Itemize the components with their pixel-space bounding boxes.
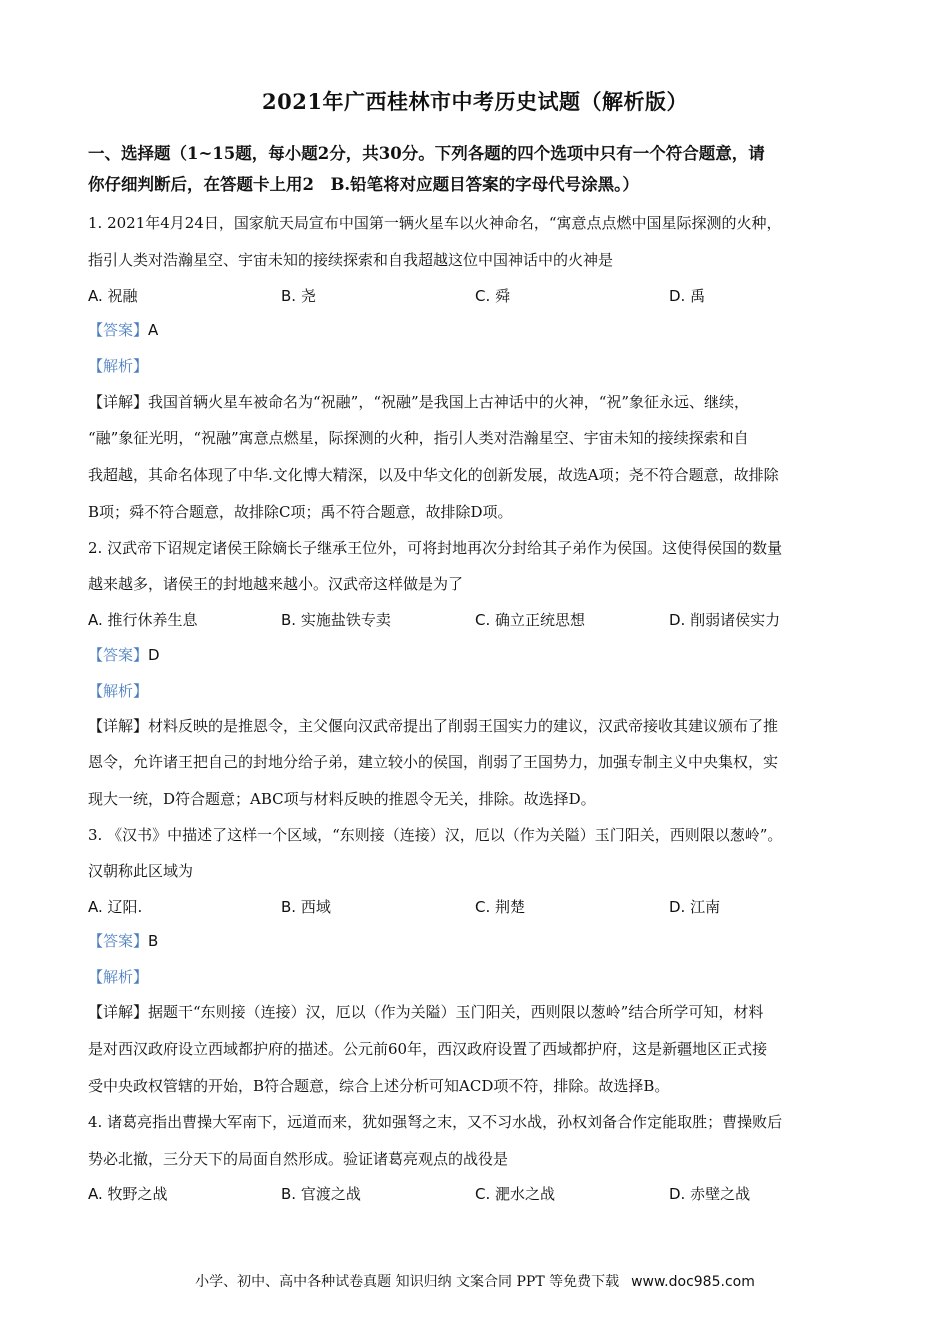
- option-label: D.: [669, 1185, 686, 1203]
- option-d: [669, 896, 720, 917]
- question-4-options: [88, 1183, 878, 1205]
- question-1-detail-line-4: B项；舜不符合题意，故排除C项；禹不符合题意，故排除D项。: [88, 503, 513, 521]
- option-label: D.: [669, 287, 686, 305]
- question-1-answer: [88, 320, 878, 340]
- question-3-detail-line-1: [88, 1002, 878, 1022]
- option-text: 辽阳.: [107, 898, 143, 916]
- question-3-analysis: [88, 967, 878, 987]
- option-c: [475, 1183, 555, 1204]
- option-b: [281, 1183, 361, 1204]
- question-2-answer: [88, 645, 878, 665]
- option-label: D.: [669, 611, 686, 629]
- section-heading-line-2: 你仔细判断后，在答题卡上用2 B.铅笔将对应题目答案的字母代号涂黑。）: [88, 175, 639, 194]
- option-b: [281, 896, 331, 917]
- option-a: [88, 285, 138, 306]
- answer-tag: 【答案】: [88, 932, 149, 950]
- question-3-options: [88, 896, 878, 918]
- option-label: B.: [281, 611, 297, 629]
- detail-tag: 【详解】: [88, 717, 149, 735]
- question-1-detail-line-3: 我超越，其命名体现了中华.文化博大精深，以及中华文化的创新发展，故选A项；尧不符合题意，故排除: [88, 466, 779, 484]
- option-label: B.: [281, 898, 297, 916]
- option-label: D.: [669, 898, 686, 916]
- option-b: [281, 285, 316, 306]
- question-1-stem-line-2: 指引人类对浩瀚星空、宇宙未知的接续探索和自我超越这位中国神话中的火神是: [88, 251, 614, 269]
- question-1-stem-line-1: 1. 2021年4月24日，国家航天局宣布中国第一辆火星车以火神命名，“寓意点点燃中国星际探测的火种，: [88, 214, 782, 232]
- option-label: C.: [475, 611, 491, 629]
- detail-tag: 【详解】: [88, 393, 149, 411]
- analysis-tag: 【解析】: [88, 968, 149, 986]
- option-c: [475, 896, 525, 917]
- option-text: 禹: [690, 287, 706, 305]
- answer-tag: 【答案】: [88, 321, 149, 339]
- analysis-tag: 【解析】: [88, 357, 149, 375]
- question-2-detail-line-3: 现大一统，D符合题意；ABC项与材料反映的推恩令无关，排除。故选择D。: [88, 790, 596, 808]
- question-2-options: [88, 609, 878, 631]
- option-text: 荆楚: [495, 898, 526, 916]
- question-1-analysis: [88, 356, 878, 376]
- option-text: 实施盐铁专卖: [300, 611, 391, 629]
- option-text: 削弱诸侯实力: [690, 611, 781, 629]
- option-text: 舜: [495, 287, 511, 305]
- question-2-analysis: [88, 681, 878, 701]
- question-4-stem-line-2: 势必北撤，三分天下的局面自然形成。验证诸葛亮观点的战役是: [88, 1150, 509, 1168]
- option-label: C.: [475, 898, 491, 916]
- question-3-stem-line-2: 汉朝称此区域为: [88, 862, 194, 880]
- section-heading-line-1: 一、选择题（1~15题，每小题2分，共30分。下列各题的四个选项中只有一个符合题意，请: [88, 144, 765, 163]
- question-2-stem-line-2: 越来越多，诸侯王的封地越来越小。汉武帝这样做是为了: [88, 575, 464, 593]
- question-3-answer: [88, 931, 878, 951]
- option-text: 祝融: [107, 287, 138, 305]
- option-text: 官渡之战: [300, 1185, 361, 1203]
- analysis-tag: 【解析】: [88, 682, 149, 700]
- page-footer: [0, 1271, 950, 1291]
- option-text: 尧: [300, 287, 316, 305]
- option-label: B.: [281, 287, 297, 305]
- detail-text: 我国首辆火星车被命名为“祝融”，“祝融”是我国上古神话中的火神，“祝”象征永远、继续，: [148, 393, 750, 411]
- page-title: 2021年广西桂林市中考历史试题（解析版）: [262, 89, 688, 114]
- option-label: A.: [88, 1185, 103, 1203]
- option-label: C.: [475, 287, 491, 305]
- option-text: 赤壁之战: [690, 1185, 751, 1203]
- question-2-stem-line-1: 2. 汉武帝下诏规定诸侯王除嫡长子继承王位外，可将封地再次分封给其子弟作为侯国。这使得侯国的数量: [88, 539, 783, 557]
- question-2-detail-line-1: [88, 716, 878, 736]
- option-text: 确立正统思想: [495, 611, 586, 629]
- answer-value: D: [148, 646, 160, 664]
- option-label: C.: [475, 1185, 491, 1203]
- question-1-detail-line-2: “融”象征光明，“祝融”寓意点燃星，际探测的火种，指引人类对浩瀚星空、宇宙未知的接续探索和自: [88, 429, 749, 447]
- option-a: [88, 896, 142, 917]
- detail-text: 据题干“东则接（连接）汉，厄以（作为关隘）玉门阳关，西则限以葱岭”结合所学可知，材料: [148, 1003, 764, 1021]
- question-3-stem-line-1: 3. 《汉书》中描述了这样一个区域，“东则接（连接）汉，厄以（作为关隘）玉门阳关，西则限以葱岭”。: [88, 826, 783, 844]
- option-d: [669, 285, 705, 306]
- option-text: 江南: [690, 898, 721, 916]
- option-text: 牧野之战: [107, 1185, 168, 1203]
- option-label: B.: [281, 1185, 297, 1203]
- option-c: [475, 609, 585, 630]
- question-4-stem-line-1: 4. 诸葛亮指出曹操大军南下，远道而来，犹如强弩之末，又不习水战，孙权刘备合作定能取胜；曹操败后: [88, 1113, 783, 1131]
- question-1-options: [88, 285, 878, 307]
- answer-value: A: [148, 321, 159, 339]
- option-text: 淝水之战: [495, 1185, 556, 1203]
- option-a: [88, 1183, 168, 1204]
- detail-tag: 【详解】: [88, 1003, 149, 1021]
- question-3-detail-line-3: 受中央政权管辖的开始，B符合题意，综合上述分析可知ACD项不符，排除。故选择B。: [88, 1077, 670, 1095]
- option-label: A.: [88, 898, 103, 916]
- detail-text: 材料反映的是推恩令，主父偃向汉武帝提出了削弱王国实力的建议，汉武帝接收其建议颁布了推: [148, 717, 779, 735]
- footer-url-link[interactable]: www.doc985.com: [631, 1274, 755, 1290]
- answer-tag: 【答案】: [88, 646, 149, 664]
- option-c: [475, 285, 510, 306]
- option-text: 西域: [300, 898, 331, 916]
- option-d: [669, 609, 780, 630]
- option-label: A.: [88, 611, 103, 629]
- option-a: [88, 609, 198, 630]
- section-heading: [88, 138, 878, 200]
- footer-text: 小学、初中、高中各种试卷真题 知识归纳 文案合同 PPT 等免费下载: [195, 1274, 620, 1290]
- option-label: A.: [88, 287, 103, 305]
- question-1-detail-line-1: [88, 392, 878, 412]
- question-3-detail-line-2: 是对西汉政府设立西域都护府的描述。公元前60年，西汉政府设置了西域都护府，这是新疆地区正式接: [88, 1040, 768, 1058]
- question-2-detail-line-2: 恩令，允许诸王把自己的封地分给子弟，建立较小的侯国，削弱了王国势力，加强专制主义中央集权，实: [88, 753, 779, 771]
- option-b: [281, 609, 391, 630]
- answer-value: B: [148, 932, 159, 950]
- option-text: 推行休养生息: [107, 611, 198, 629]
- option-d: [669, 1183, 750, 1204]
